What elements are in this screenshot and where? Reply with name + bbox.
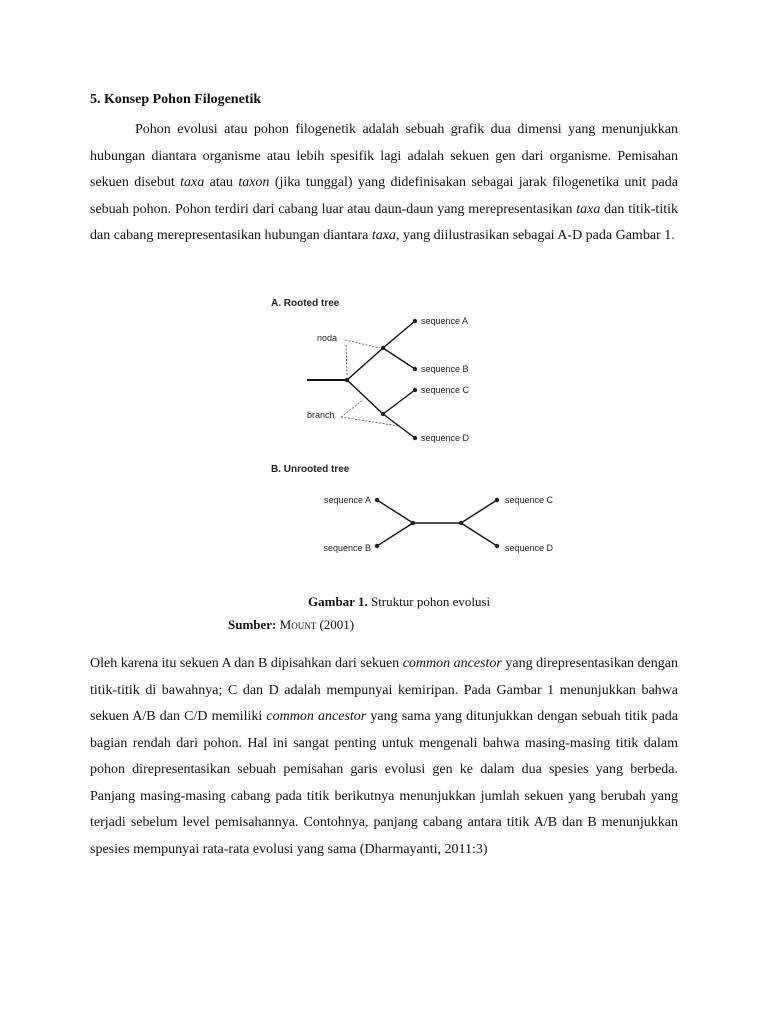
leaf-B-dot — [413, 367, 417, 371]
unrooted-B-branch — [377, 523, 413, 546]
rooted-leaf-D: sequence D — [421, 433, 470, 443]
caption-text: Struktur pohon evolusi — [370, 594, 491, 609]
branch-to-A — [383, 321, 415, 348]
branch-arrow-1 — [341, 400, 363, 417]
figure-source — [228, 617, 354, 633]
figure-caption — [308, 594, 490, 610]
unrooted-leaf-D: sequence D — [505, 543, 554, 553]
label-noda: noda — [317, 333, 338, 343]
branch-CD-split — [347, 380, 383, 414]
italic-term: common ancestor — [402, 656, 502, 671]
text-run: , yang diilustrasikan sebagai A-D pada Gambar 1. — [395, 228, 675, 243]
source-year: (2001) — [319, 617, 355, 632]
leaf-C-dot — [413, 388, 417, 392]
rooted-leaf-C: sequence C — [421, 385, 470, 395]
unrooted-leaf-D-dot — [495, 544, 499, 548]
rooted-leaf-B: sequence B — [421, 364, 469, 374]
unrooted-tree-title: B. Unrooted tree — [271, 464, 350, 475]
label-branch: branch — [307, 410, 335, 420]
branch-to-C — [383, 390, 415, 414]
italic-term: taxa — [576, 201, 601, 217]
branch-to-B — [383, 348, 415, 369]
text-run: dan titik-titik dan cabang merepresentasikan hubungan diantara — [90, 201, 678, 243]
leaf-D-dot — [413, 436, 417, 440]
leaf-A-dot — [413, 319, 417, 323]
paragraph-intro — [90, 117, 678, 250]
text-run: (jika tunggal) yang didefinisakan sebagai jarak filogenetika unit pada sebuah pohon. Pohon terdiri dari cabang luar atau daun-daun yang merepresentasikan — [90, 175, 678, 217]
italic-term: taxa — [180, 175, 205, 190]
text-run: Pohon evolusi atau pohon filogenetik adalah sebuah grafik dua dimensi yang menunjukkan hubungan diantara organisme atau lebih spesifik lagi adalah sekuen gen dari organisme. Pemisahan sekuen disebut — [90, 122, 678, 190]
unrooted-node-right — [459, 521, 463, 525]
unrooted-A-branch — [377, 500, 413, 523]
text-run: Oleh karena itu sekuen A dan B dipisahkan dari sekuen — [90, 656, 403, 671]
section-heading: 5. Konsep Pohon Filogenetik — [90, 92, 262, 107]
unrooted-D-branch — [461, 523, 497, 546]
unrooted-leaf-B-dot — [375, 544, 379, 548]
caption-label: Gambar 1. — [308, 594, 368, 609]
phylogenetic-tree-figure — [265, 290, 585, 590]
unrooted-leaf-A-dot — [375, 498, 379, 502]
noda-arrow-AB — [345, 340, 380, 348]
node-root — [345, 378, 349, 382]
node-CD — [381, 412, 385, 416]
rooted-leaf-A: sequence A — [421, 316, 469, 326]
text-run: atau — [204, 175, 239, 190]
unrooted-C-branch — [461, 500, 497, 523]
text-run: yang direpresentasikan dengan titik-titik di bawahnya; C dan D adalah mempunyai kemiripan. Pada Gambar 1 menunjukkan bahwa sekuen A/B dan C/D memiliki — [90, 656, 678, 724]
branch-AB-split — [347, 348, 383, 380]
source-label: Sumber: — [228, 617, 277, 632]
unrooted-leaf-C-dot — [495, 498, 499, 502]
italic-term: taxa — [371, 228, 396, 243]
node-AB — [381, 346, 385, 350]
unrooted-leaf-B: sequence B — [323, 543, 371, 553]
noda-arrow-root — [346, 345, 347, 376]
paragraph-explanation — [90, 651, 678, 863]
rooted-tree-title: A. Rooted tree — [271, 298, 340, 309]
unrooted-leaf-A: sequence A — [323, 495, 371, 505]
unrooted-node-left — [411, 521, 415, 525]
text-run: yang sama yang ditunjukkan dengan sebuah titik pada bagian rendah dari pohon. Hal ini sangat penting untuk mengenali bahwa masing-masing titik dalam pohon direpresentasikan sebuah pemisahan garis evolusi gen ke dalam dua spesies yang berbeda. Panjang masing-masing cabang pada titik berikutnya menunjukkan jumlah sekuen yang berubah yang terjadi sebelum level pemisahannya. Contohnya, panjang cabang antara titik A/B dan B menunjukkan spesies mempunyai rata-rata evolusi yang sama (Dharmayanti, 2011:3) — [90, 709, 679, 857]
italic-term: taxon — [238, 175, 270, 190]
branch-arrow-2 — [341, 417, 399, 426]
unrooted-leaf-C: sequence C — [505, 495, 554, 505]
italic-term: common ancestor — [266, 709, 367, 724]
source-author: Mount — [279, 617, 317, 632]
